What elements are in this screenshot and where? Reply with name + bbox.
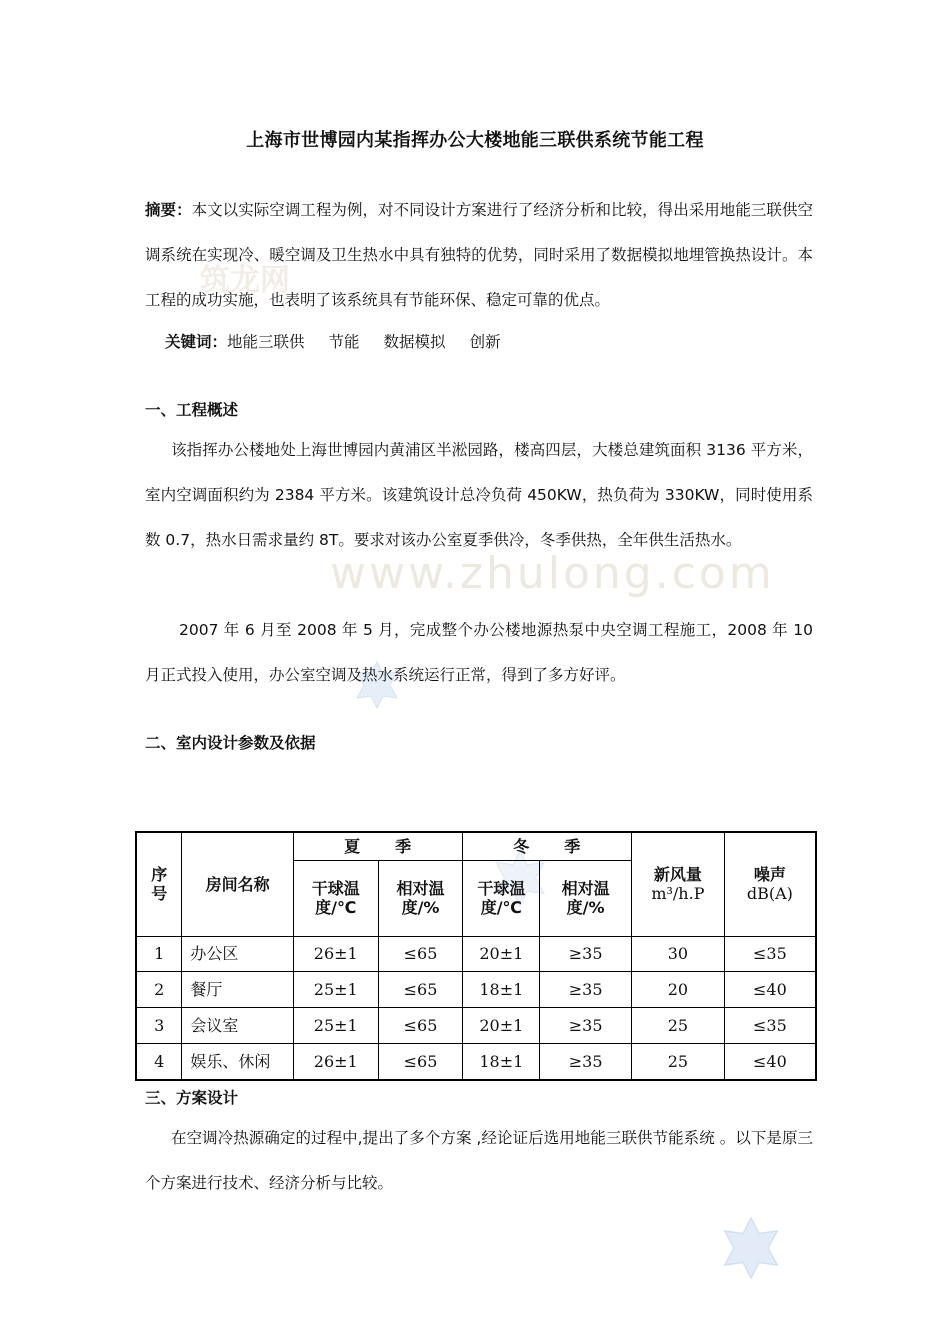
cell-room: 餐厅 xyxy=(182,972,293,1008)
cell-fresh-air: 20 xyxy=(632,972,725,1008)
section-heading: 一、工程概述 xyxy=(145,401,239,419)
table-header-row xyxy=(136,832,816,860)
keyword-item: 地能三联供 xyxy=(227,333,305,351)
header-fresh-air-label: 新风量 xyxy=(653,865,702,885)
abstract-text: 本文以实际空调工程为例，对不同设计方案进行了经济分析和比较，得出采用地能三联供空调系统在实现冷、暖空调及卫生热水中具有独特的优势，同时采用了数据模拟地埋管换热设计。本工程的成功实施，也表明了该系统具有节能环保、稳定可靠的优点。 xyxy=(145,201,813,309)
cell-winter-dry: 20±1 xyxy=(463,936,540,971)
keywords-label: 关键词： xyxy=(165,333,228,351)
keyword-item: 数据模拟 xyxy=(383,333,446,351)
abstract-label: 摘要： xyxy=(145,201,192,219)
header-winter-humidity: 相对温度/% xyxy=(540,860,632,936)
header-winter-dry-bulb: 干球温度/℃ xyxy=(463,860,540,936)
cell-noise: ≤40 xyxy=(724,972,816,1008)
table-row xyxy=(136,1008,816,1044)
header-noise xyxy=(724,832,816,936)
cell-seq: 3 xyxy=(136,1008,182,1044)
table-row xyxy=(136,972,816,1008)
cell-noise: ≤40 xyxy=(724,1044,816,1080)
design-parameters-table xyxy=(135,831,817,1081)
header-summer-dry-bulb: 干球温度/℃ xyxy=(293,860,378,936)
cell-noise: ≤35 xyxy=(724,1008,816,1044)
section-heading: 二、室内设计参数及依据 xyxy=(145,734,316,752)
cell-summer-dry: 26±1 xyxy=(293,936,378,971)
section1-p2: 2007 年 6 月至 2008 年 5 月，完成整个办公楼地源热泵中央空调工程施工，2008 年 10 月正式投入使用，办公室空调及热水系统运行正常，得到了多方好评。 xyxy=(145,621,813,684)
cell-winter-rh: ≥35 xyxy=(540,1044,632,1080)
keyword-item: 创新 xyxy=(469,333,501,351)
header-winter: 冬 季 xyxy=(463,832,632,860)
cell-room: 办公区 xyxy=(182,936,293,971)
cell-seq: 4 xyxy=(136,1044,182,1080)
cell-fresh-air: 25 xyxy=(632,1044,725,1080)
section1-paragraph xyxy=(145,428,813,563)
section1-paragraph xyxy=(145,608,813,698)
header-room: 房间名称 xyxy=(182,832,293,936)
section3-paragraph xyxy=(145,1116,813,1206)
snowflake-watermark-icon xyxy=(718,1215,784,1281)
watermark-url: www.zhulong.com xyxy=(330,548,775,599)
cell-summer-rh: ≤65 xyxy=(378,972,463,1008)
header-fresh-air-unit: m³/h.P xyxy=(651,884,705,904)
cell-summer-dry: 25±1 xyxy=(293,972,378,1008)
cell-winter-dry: 18±1 xyxy=(463,972,540,1008)
cell-summer-rh: ≤65 xyxy=(378,936,463,971)
header-fresh-air xyxy=(632,832,725,936)
section1-p1: 该指挥办公楼地处上海世博园内黄浦区半淞园路，楼高四层，大楼总建筑面积 3136 平方米，室内空调面积约为 2384 平方米。该建筑设计总冷负荷 450KW，热负荷为 330KW，同时使用系数 0.7，热水日需求量约 8T。要求对该办公室夏季供冷，冬季供热，全年供生活热水。 xyxy=(145,441,813,549)
header-noise-unit: dB(A) xyxy=(746,884,793,904)
cell-summer-dry: 25±1 xyxy=(293,1008,378,1044)
table-row xyxy=(136,936,816,971)
cell-seq: 1 xyxy=(136,936,182,971)
watermark-cn: 筑龙网 xyxy=(200,263,290,298)
section-heading: 三、方案设计 xyxy=(145,1089,239,1107)
cell-winter-dry: 20±1 xyxy=(463,1008,540,1044)
section3-p1: 在空调冷热源确定的过程中,提出了多个方案 ,经论证后选用地能三联供节能系统 。以下是原三个方案进行技术、经济分析与比较。 xyxy=(145,1129,813,1192)
cell-winter-dry: 18±1 xyxy=(463,1044,540,1080)
table-row xyxy=(136,1044,816,1080)
cell-winter-rh: ≥35 xyxy=(540,936,632,971)
header-summer-humidity: 相对温度/% xyxy=(378,860,463,936)
cell-seq: 2 xyxy=(136,972,182,1008)
cell-summer-dry: 26±1 xyxy=(293,1044,378,1080)
header-summer: 夏 季 xyxy=(293,832,463,860)
cell-winter-rh: ≥35 xyxy=(540,1008,632,1044)
cell-summer-rh: ≤65 xyxy=(378,1008,463,1044)
cell-room: 娱乐、休闲 xyxy=(182,1044,293,1080)
document-title: 上海市世博园内某指挥办公大楼地能三联供系统节能工程 xyxy=(246,130,704,151)
cell-fresh-air: 25 xyxy=(632,1008,725,1044)
cell-winter-rh: ≥35 xyxy=(540,972,632,1008)
header-noise-label: 噪声 xyxy=(753,865,786,885)
keywords xyxy=(165,320,805,365)
cell-room: 会议室 xyxy=(182,1008,293,1044)
abstract xyxy=(145,188,813,323)
keyword-item: 节能 xyxy=(328,333,360,351)
cell-fresh-air: 30 xyxy=(632,936,725,971)
header-seq: 序号 xyxy=(136,832,182,936)
cell-noise: ≤35 xyxy=(724,936,816,971)
cell-summer-rh: ≤65 xyxy=(378,1044,463,1080)
